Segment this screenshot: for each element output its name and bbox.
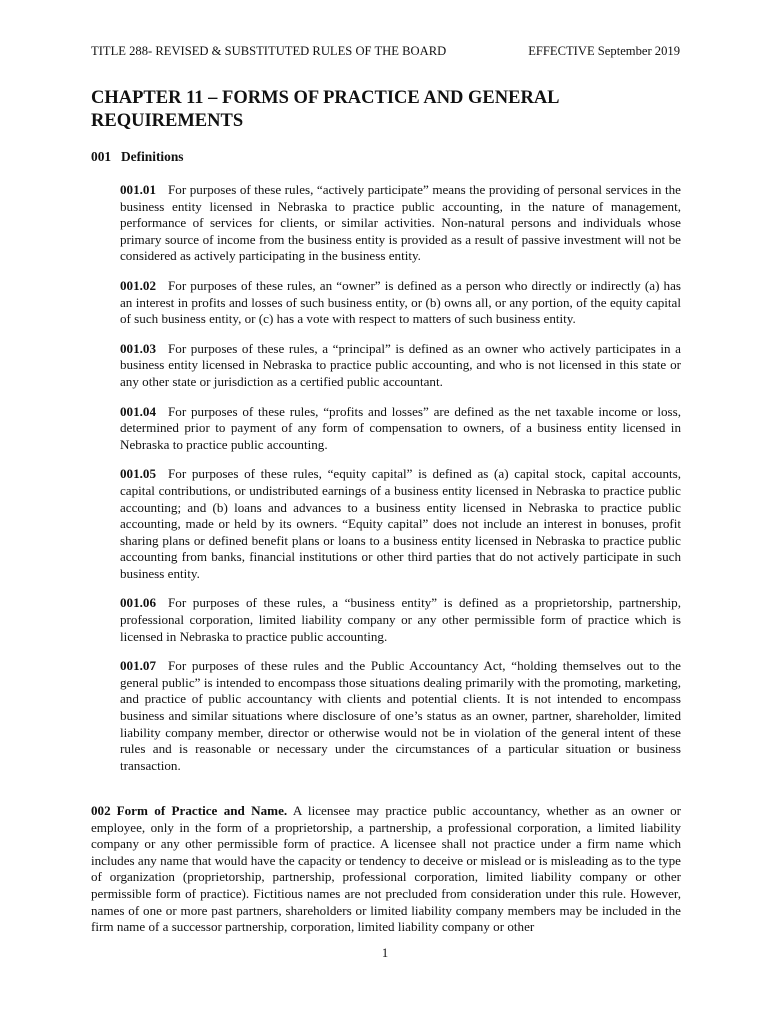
header-effective-date: EFFECTIVE September 2019: [528, 44, 680, 58]
section-number: 001: [91, 149, 112, 164]
definition-text: For purposes of these rules, “actively participate” means the providing of personal services in the business entity licensed in Nebraska to practice public accounting, in the nature of management, performance of services for clients, or similar activities. Non-natural persons and individuals whose primary source of income from the business entity is provided as a result of passive investment will not be considered as actively participating in the business entity.: [120, 182, 681, 264]
definition-number: 001.07: [120, 658, 157, 674]
definition-number: 001.02: [120, 277, 157, 293]
definition-number: 001.01: [120, 182, 157, 197]
definition-text: For purposes of these rules, “equity capital” is defined as (a) capital stock, capital accounts, capital contributions, or undistributed earnings of a business entity licensed in Nebraska to practice public accounting; and (b) loans and advances to a business entity licensed in Nebraska to practice public accounting, made or held by its owners. “Equity capital” does not include an interest in bonuses, profit sharing plans or defined benefit plans or loans to a business entity licensed in Nebraska to practice public accounting from banks, financial institutions or other third parties that do not actively participate in such business entity.: [120, 466, 681, 581]
definition-number: 001.03: [120, 340, 157, 356]
section-title: Definitions: [121, 149, 184, 164]
section-title: Form of Practice and Name.: [116, 803, 288, 818]
definition-text: For purposes of these rules, a “business entity” is defined as a proprietorship, partnership, professional corporation, limited liability company or any other permissible form of practice which is licensed in Nebraska to practice public accounting.: [120, 595, 681, 644]
definition-paragraph: [120, 466, 681, 582]
definition-text: For purposes of these rules, “profits and losses” are defined as the net taxable income or loss, determined prior to payment of any form of compensation to owners, of a business entity licensed in Nebraska to practice public accounting.: [120, 403, 681, 452]
definition-paragraph: [120, 182, 681, 265]
definition-number: 001.05: [120, 466, 157, 482]
definition-number: 001.06: [120, 595, 157, 611]
section-text: A licensee may practice public accountancy, whether as an owner or employee, only in the form of a proprietorship, a partnership, a professional corporation, a limited liability company or any other permissible form of practice. A licensee shall not practice under a firm name which includes any name that would have the capacity or tendency to deceive or mislead or is misleading as to the type of organization (proprietorship, partnership, professional corporation, limited liability company or other permissible form of practice). Fictitious names are not precluded from consideration under this rule. However, names of one or more past partners, shareholders or limited liability company members may be included in the firm name of a successor partnership, corporation, limited liability company or other: [91, 803, 681, 935]
definition-paragraph: [120, 595, 681, 645]
header-title: TITLE 288- REVISED & SUBSTITUTED RULES OF THE BOARD: [91, 44, 447, 58]
definition-text: For purposes of these rules, a “principal” is defined as an owner who actively participates in a business entity licensed in Nebraska to practice public accounting, and who is not licensed in this state or any other state or jurisdiction as a certified public accountant.: [120, 340, 681, 389]
section-001-heading: [91, 149, 184, 165]
chapter-title: CHAPTER 11 – FORMS OF PRACTICE AND GENERAL REQUIREMENTS: [91, 88, 559, 131]
definition-text: For purposes of these rules, an “owner” is defined as a person who directly or indirectly (a) has an interest in profits and losses of such business entity, or (b) owns all, or any portion, of the equity capital of such business entity, or (c) has a vote with respect to matters of such business entity.: [120, 277, 681, 327]
definition-text: For purposes of these rules and the Public Accountancy Act, “holding themselves out to the general public” is intended to encompass those situations dealing primarily with the promoting, marketing, and practice of public accountancy with clients and potential clients. It is not intended to encompass business and similar situations where disclosure of one’s status as an owner, partner, shareholder, limited liability company member, director or otherwise would not be in violation of the general intent of these rules and is reasonable or necessary under the circumstances of a particular situation or business transaction.: [120, 658, 681, 773]
definition-paragraph: [120, 404, 681, 454]
definition-paragraph: [120, 278, 681, 328]
definition-paragraph: [120, 341, 681, 391]
section-number: 002: [91, 803, 111, 818]
page-number: 1: [381, 946, 389, 960]
definition-paragraph: [120, 658, 681, 774]
section-002-paragraph: [91, 803, 681, 936]
definition-number: 001.04: [120, 403, 157, 419]
definitions-list: [120, 182, 681, 787]
